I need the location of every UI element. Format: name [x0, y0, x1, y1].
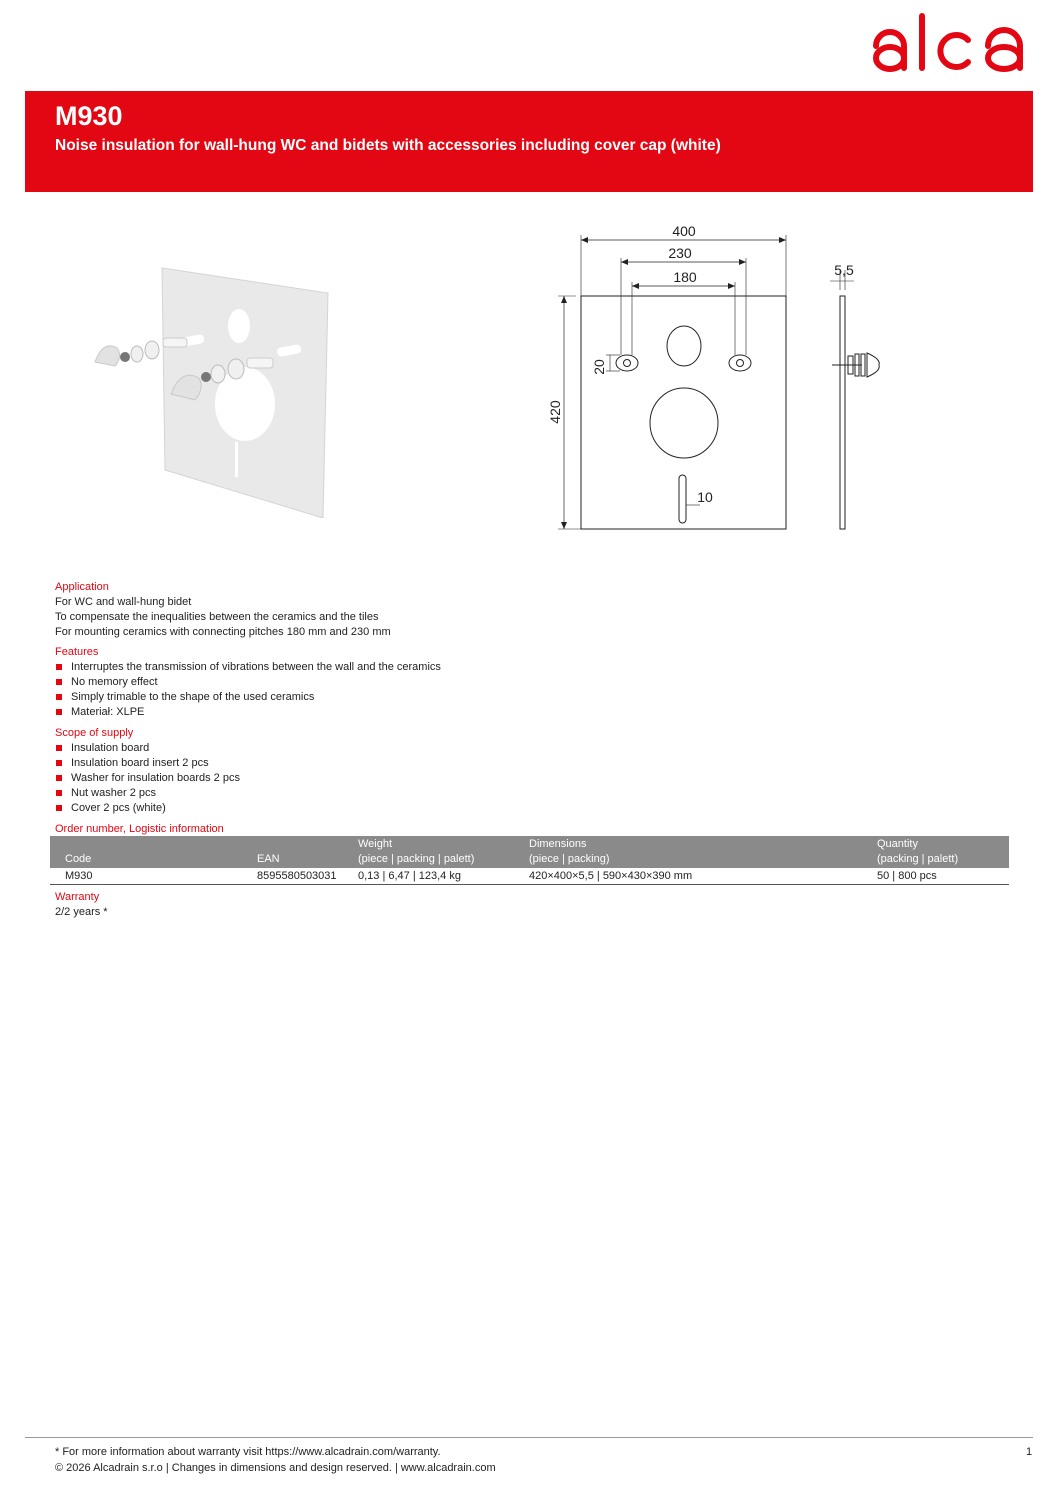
scope-section [55, 726, 240, 816]
feature-item: Materiał: XLPE [55, 705, 441, 720]
scope-item: Washer for insulation boards 2 pcs [55, 771, 240, 786]
application-heading: Application [55, 581, 109, 593]
application-line: For WC and wall-hung bidet [55, 596, 192, 608]
dim-width-label: 400 [672, 223, 696, 239]
col-header-weight: Weight (piece | packing | palett) [358, 836, 529, 868]
features-list [55, 660, 441, 720]
application-line: For mounting ceramics with connecting pitches 180 mm and 230 mm [55, 626, 391, 638]
scope-item: Cover 2 pcs (white) [55, 801, 240, 816]
warranty-heading: Warranty [55, 891, 100, 903]
features-heading: Features [55, 646, 99, 658]
scope-item: Nut washer 2 pcs [55, 786, 240, 801]
scope-item: Insulation board [55, 741, 240, 756]
col-header-ean: EAN [257, 836, 358, 868]
cell-ean: 8595580503031 [257, 868, 358, 885]
footer-warranty-note: * For more information about warranty visit https://www.alcadrain.com/warranty. [55, 1446, 441, 1458]
cell-quantity: 50 | 800 pcs [877, 868, 1009, 885]
table-header-row [50, 836, 1009, 868]
logistic-table [50, 836, 1009, 885]
cell-code: M930 [50, 868, 257, 885]
dim-slot-label: 10 [697, 489, 713, 505]
features-section [55, 645, 441, 720]
alca-logo [870, 12, 1035, 74]
cell-weight: 0,13 | 6,47 | 123,4 kg [358, 868, 529, 885]
feature-item: No memory effect [55, 675, 441, 690]
col-header-quantity: Quantity (packing | palett) [877, 836, 1009, 868]
warranty-section [55, 890, 108, 920]
feature-item: Interruptes the transmission of vibrations between the wall and the ceramics [55, 660, 441, 675]
warranty-value: 2/2 years * [55, 906, 108, 918]
scope-item: Insulation board insert 2 pcs [55, 756, 240, 771]
dim-height-label: 420 [547, 400, 563, 424]
scope-list [55, 741, 240, 816]
technical-drawing [540, 215, 930, 535]
product-code: M930 [55, 101, 123, 131]
application-line: To compensate the inequalities between the ceramics and the tiles [55, 611, 379, 623]
dim-pitch-outer-label: 230 [668, 245, 692, 261]
cell-dimensions: 420×400×5,5 | 590×430×390 mm [529, 868, 877, 885]
col-header-code: Code [50, 836, 257, 868]
title-banner [25, 91, 1033, 192]
order-heading: Order number, Logistic information [55, 823, 224, 835]
product-photo [85, 262, 345, 518]
feature-item: Simply trimable to the shape of the used ceramics [55, 690, 441, 705]
footer-divider [25, 1437, 1033, 1438]
table-row [50, 868, 1009, 885]
dim-thickness-label: 5,5 [834, 262, 854, 278]
footer-copyright: © 2026 Alcadrain s.r.o | Changes in dimensions and design reserved. | www.alcadrain.com [55, 1462, 496, 1474]
dim-pitch-inner-label: 180 [673, 269, 697, 285]
scope-heading: Scope of supply [55, 727, 134, 739]
dim-hole-label: 20 [591, 359, 607, 375]
product-title: Noise insulation for wall-hung WC and bidets with accessories including cover cap (white) [55, 137, 721, 154]
col-header-dimensions: Dimensions (piece | packing) [529, 836, 877, 868]
page-number: 1 [1026, 1446, 1033, 1458]
application-section [55, 580, 391, 640]
